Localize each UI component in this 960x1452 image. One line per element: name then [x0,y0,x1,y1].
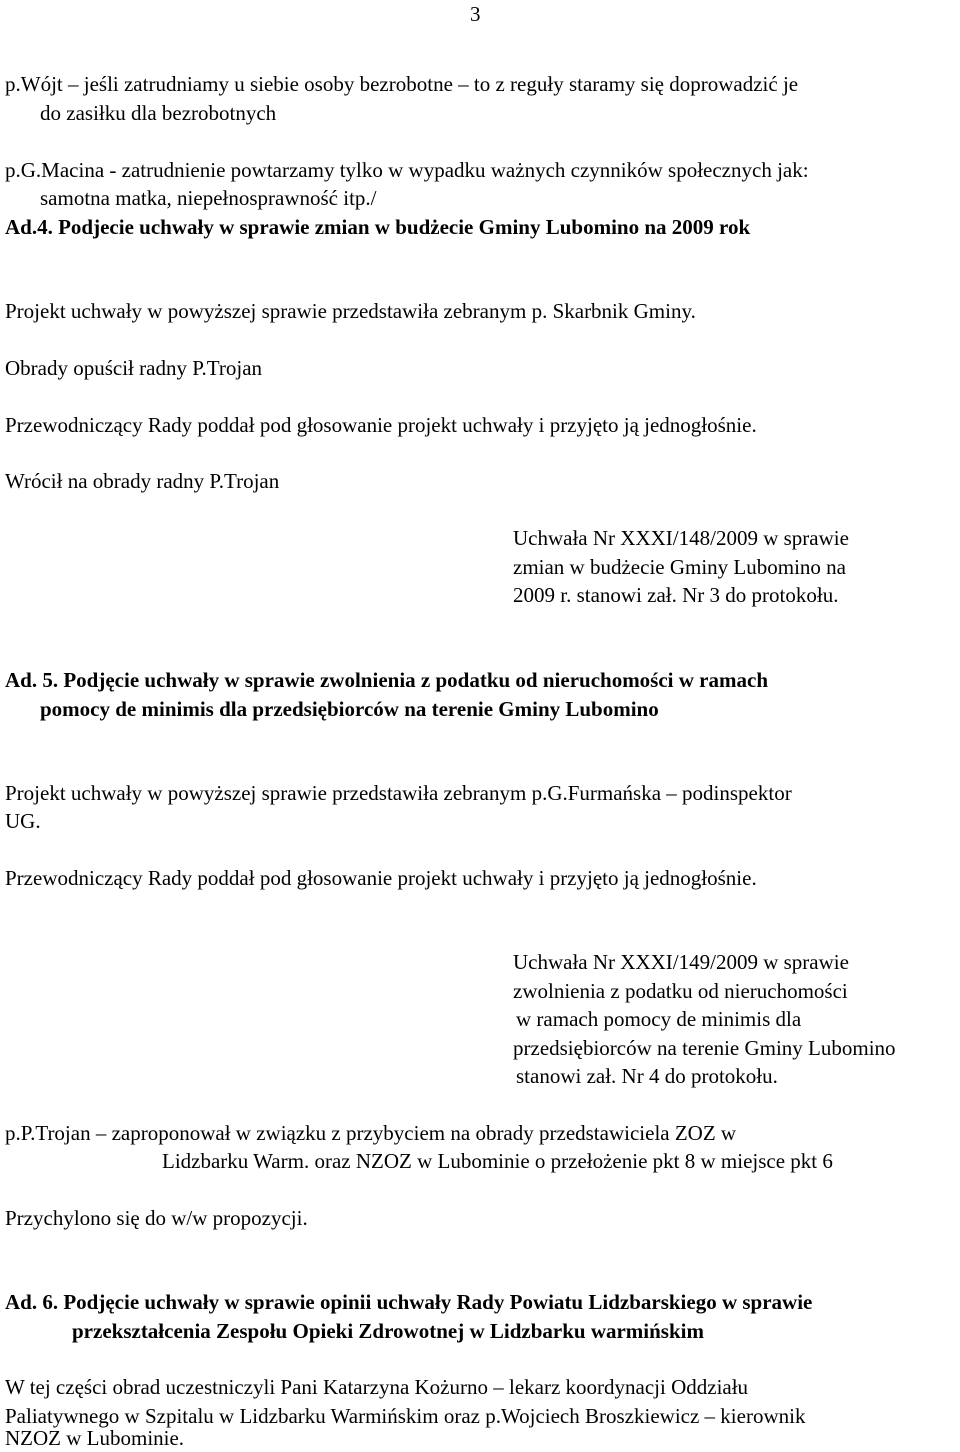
ad6-paragraph-line1: W tej części obrad uczestniczyli Pani Katarzyna Kożurno – lekarz koordynacji Oddziału [5,1375,749,1399]
ad5-paragraph-trojan-line2: Lidzbarku Warm. oraz NZOZ w Lubominie o przełożenie pkt 8 w miejsce pkt 6 [162,1149,833,1173]
ad5-heading-line1: Ad. 5. Podjęcie uchwały w sprawie zwolnienia z podatku od nieruchomości w ramach [5,668,768,692]
ad5-resolution-line2: zwolnienia z podatku od nieruchomości [513,979,848,1003]
page-number: 3 [470,2,481,26]
ad5-paragraph-vote: Przewodniczący Rady poddał pod głosowanie projekt uchwały i przyjęto ją jednogłośnie. [5,866,757,890]
ad5-paragraph-trojan-line1: p.P.Trojan – zaproponował w związku z przybyciem na obrady przedstawiciela ZOZ w [5,1121,737,1145]
ad4-paragraph-vote: Przewodniczący Rady poddał pod głosowanie projekt uchwały i przyjęto ją jednogłośnie. [5,413,757,437]
ad5-resolution-line5: stanowi zał. Nr 4 do protokołu. [516,1064,778,1088]
ad4-paragraph-returned: Wrócił na obrady radny P.Trojan [5,469,280,493]
ad4-heading: Ad.4. Podjecie uchwały w sprawie zmian w budżecie Gminy Lubomino na 2009 rok [5,215,751,239]
ad4-paragraph-left: Obrady opuścił radny P.Trojan [5,356,263,380]
ad6-heading-line2: przekształcenia Zespołu Opieki Zdrowotnej w Lidzbarku warmińskim [72,1319,704,1343]
ad5-resolution-line3: w ramach pomocy de minimis dla [516,1007,802,1031]
ad5-paragraph-project-line2: UG. [5,809,41,833]
ad5-paragraph-project-line1: Projekt uchwały w powyższej sprawie przedstawiła zebranym p.G.Furmańska – podinspektor [5,781,792,805]
intro-item-macina-line2: samotna matka, niepełnosprawność itp./ [40,186,377,210]
ad6-paragraph-line2: Paliatywnego w Szpitalu w Lidzbarku Warmińskim oraz p.Wojciech Broszkiewicz – kierownik [5,1404,806,1428]
intro-item-macina-line1: p.G.Macina - zatrudnienie powtarzamy tylko w wypadku ważnych czynników społecznych jak: [5,158,809,182]
ad4-resolution-line3: 2009 r. stanowi zał. Nr 3 do protokołu. [513,583,839,607]
ad4-resolution-line2: zmian w budżecie Gminy Lubomino na [513,555,846,579]
intro-item-wojt-line1: p.Wójt – jeśli zatrudniamy u siebie osoby bezrobotne – to z reguły staramy się doprowadzić je [5,72,799,96]
ad5-resolution-line1: Uchwała Nr XXXI/149/2009 w sprawie [513,950,849,974]
ad5-paragraph-agreed: Przychylono się do w/w propozycji. [5,1206,308,1230]
ad6-heading-line1: Ad. 6. Podjęcie uchwały w sprawie opinii uchwały Rady Powiatu Lidzbarskiego w sprawie [5,1290,813,1314]
ad5-heading-line2: pomocy de minimis dla przedsiębiorców na terenie Gminy Lubomino [40,697,659,721]
ad5-resolution-line4: przedsiębiorców na terenie Gminy Lubomino [513,1036,896,1060]
intro-item-wojt-line2: do zasiłku dla bezrobotnych [40,101,277,125]
ad4-resolution-line1: Uchwała Nr XXXI/148/2009 w sprawie [513,526,849,550]
ad6-paragraph-line3: NZOZ w Lubominie. [5,1426,185,1450]
ad4-paragraph-project: Projekt uchwały w powyższej sprawie przedstawiła zebranym p. Skarbnik Gminy. [5,299,696,323]
